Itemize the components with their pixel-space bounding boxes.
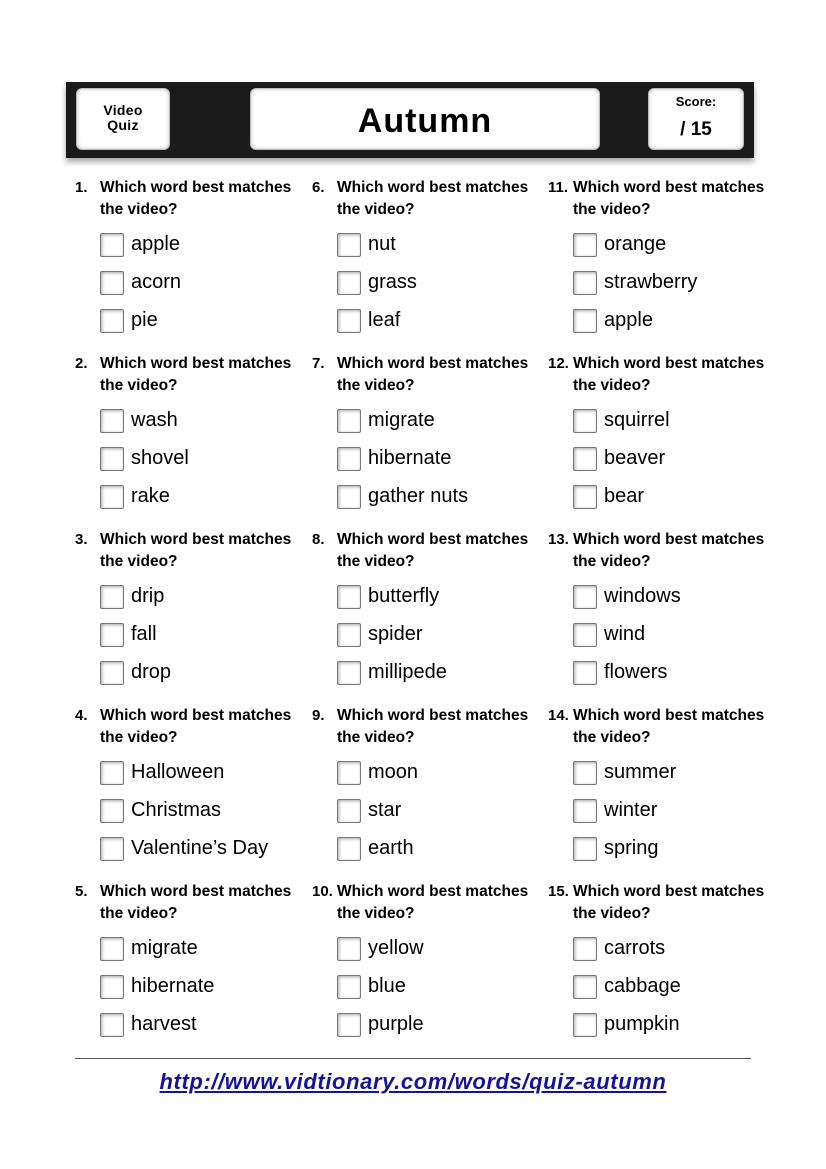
question-prompt: Which word best matches the video? (337, 883, 529, 922)
video-quiz-badge (76, 88, 170, 150)
answer-checkbox[interactable] (573, 799, 597, 823)
answer-checkbox[interactable] (573, 837, 597, 861)
answer-checkbox[interactable] (100, 623, 124, 647)
answer-label: fall (131, 623, 157, 645)
question-15 (548, 881, 778, 1051)
question-number: 6. (312, 179, 325, 196)
answer-checkbox[interactable] (337, 485, 361, 509)
answer-label: Halloween (131, 761, 225, 783)
answer-label: cabbage (604, 975, 681, 997)
question-8 (312, 529, 542, 699)
question-number: 9. (312, 707, 325, 724)
video-quiz-line1: Video (103, 102, 143, 118)
answer-label: grass (368, 271, 417, 293)
question-prompt: Which word best matches the video? (573, 355, 765, 394)
answer-label: pumpkin (604, 1013, 680, 1035)
answer-label: star (368, 799, 402, 821)
answer-checkbox[interactable] (100, 661, 124, 685)
answer-checkbox[interactable] (337, 937, 361, 961)
question-prompt: Which word best matches the video? (100, 707, 292, 746)
answer-checkbox[interactable] (337, 585, 361, 609)
question-number: 2. (75, 355, 88, 372)
answer-label: apple (131, 233, 180, 255)
answer-label: purple (368, 1013, 424, 1035)
question-prompt: Which word best matches the video? (100, 355, 292, 394)
question-prompt: Which word best matches the video? (337, 531, 529, 570)
header-banner (66, 82, 754, 158)
question-number: 7. (312, 355, 325, 372)
question-number: 11. (548, 179, 569, 196)
answer-label: spring (604, 837, 659, 859)
footer-divider (75, 1058, 751, 1059)
answer-checkbox[interactable] (337, 837, 361, 861)
answer-label: Christmas (131, 799, 222, 821)
score-box (648, 88, 744, 150)
question-number: 3. (75, 531, 88, 548)
answer-label: Valentine’s Day (131, 837, 269, 859)
question-number: 1. (75, 179, 88, 196)
answer-checkbox[interactable] (337, 1013, 361, 1037)
answer-checkbox[interactable] (573, 1013, 597, 1037)
question-number: 14. (548, 707, 569, 724)
question-14 (548, 705, 778, 875)
answer-checkbox[interactable] (100, 409, 124, 433)
answer-label: squirrel (604, 409, 670, 431)
question-9 (312, 705, 542, 875)
answer-label: wind (604, 623, 646, 645)
answer-label: millipede (368, 661, 447, 683)
question-5 (75, 881, 305, 1051)
answer-checkbox[interactable] (100, 761, 124, 785)
answer-checkbox[interactable] (100, 309, 124, 333)
answer-checkbox[interactable] (573, 623, 597, 647)
question-12 (548, 353, 778, 523)
answer-label: blue (368, 975, 406, 997)
answer-label: summer (604, 761, 677, 783)
answer-label: moon (368, 761, 419, 783)
question-1 (75, 177, 305, 347)
answer-checkbox[interactable] (100, 799, 124, 823)
answer-checkbox[interactable] (573, 233, 597, 257)
answer-label: gather nuts (368, 485, 469, 507)
footer-link[interactable]: http://www.vidtionary.com/words/quiz-autumn (159, 1069, 667, 1094)
question-prompt: Which word best matches the video? (337, 355, 529, 394)
answer-checkbox[interactable] (337, 271, 361, 295)
question-4 (75, 705, 305, 875)
question-prompt: Which word best matches the video? (573, 707, 765, 746)
question-prompt: Which word best matches the video? (337, 179, 529, 218)
video-quiz-line2: Quiz (107, 117, 139, 133)
answer-label: beaver (604, 447, 666, 469)
answer-label: leaf (368, 309, 401, 331)
answer-label: harvest (131, 1013, 197, 1035)
answer-label: acorn (131, 271, 182, 293)
score-total: / 15 (680, 119, 712, 140)
answer-label: bear (604, 485, 645, 507)
question-prompt: Which word best matches the video? (100, 531, 292, 570)
answer-checkbox[interactable] (573, 309, 597, 333)
answer-checkbox[interactable] (337, 799, 361, 823)
question-prompt: Which word best matches the video? (100, 883, 292, 922)
question-number: 15. (548, 883, 569, 900)
question-prompt: Which word best matches the video? (337, 707, 529, 746)
answer-checkbox[interactable] (100, 837, 124, 861)
answer-label: carrots (604, 937, 666, 959)
answer-checkbox[interactable] (100, 271, 124, 295)
answer-label: wash (131, 409, 178, 431)
answer-checkbox[interactable] (573, 975, 597, 999)
answer-label: drip (131, 585, 165, 607)
answer-label: drop (131, 661, 172, 683)
question-6 (312, 177, 542, 347)
answer-checkbox[interactable] (573, 447, 597, 471)
answer-checkbox[interactable] (337, 623, 361, 647)
answer-checkbox[interactable] (100, 485, 124, 509)
question-number: 8. (312, 531, 325, 548)
score-label: Score: (675, 94, 717, 109)
question-number: 12. (548, 355, 569, 372)
answer-checkbox[interactable] (337, 975, 361, 999)
answer-checkbox[interactable] (573, 661, 597, 685)
question-13 (548, 529, 778, 699)
video-quiz-label (77, 103, 169, 133)
answer-label: migrate (131, 937, 198, 959)
question-prompt: Which word best matches the video? (100, 179, 292, 218)
answer-label: earth (368, 837, 414, 859)
page-title: Autumn (357, 102, 493, 140)
question-number: 10. (312, 883, 333, 900)
answer-checkbox[interactable] (337, 309, 361, 333)
question-10 (312, 881, 542, 1051)
answer-label: orange (604, 233, 667, 255)
answer-checkbox[interactable] (337, 409, 361, 433)
answer-label: rake (131, 485, 170, 507)
answer-checkbox[interactable] (337, 447, 361, 471)
answer-label: shovel (131, 447, 189, 469)
answer-checkbox[interactable] (337, 661, 361, 685)
answer-label: windows (604, 585, 681, 607)
answer-label: butterfly (368, 585, 440, 607)
answer-label: pie (131, 309, 158, 331)
answer-label: migrate (368, 409, 435, 431)
answer-checkbox[interactable] (100, 975, 124, 999)
question-11 (548, 177, 778, 347)
question-prompt: Which word best matches the video? (573, 531, 765, 570)
answer-checkbox[interactable] (573, 485, 597, 509)
answer-checkbox[interactable] (573, 409, 597, 433)
question-prompt: Which word best matches the video? (573, 179, 765, 218)
answer-label: nut (368, 233, 396, 255)
answer-label: winter (604, 799, 658, 821)
answer-label: spider (368, 623, 423, 645)
question-number: 5. (75, 883, 88, 900)
answer-checkbox[interactable] (100, 233, 124, 257)
answer-label: hibernate (368, 447, 452, 469)
answer-label: hibernate (131, 975, 215, 997)
answer-checkbox[interactable] (100, 937, 124, 961)
question-number: 4. (75, 707, 88, 724)
question-3 (75, 529, 305, 699)
answer-checkbox[interactable] (573, 585, 597, 609)
answer-checkbox[interactable] (100, 585, 124, 609)
answer-label: flowers (604, 661, 668, 683)
title-box (250, 88, 600, 150)
answer-label: apple (604, 309, 653, 331)
question-prompt: Which word best matches the video? (573, 883, 765, 922)
answer-checkbox[interactable] (337, 233, 361, 257)
question-number: 13. (548, 531, 569, 548)
answer-label: strawberry (604, 271, 698, 293)
answer-checkbox[interactable] (100, 1013, 124, 1037)
answer-label: yellow (368, 937, 424, 959)
answer-checkbox[interactable] (100, 447, 124, 471)
answer-checkbox[interactable] (573, 761, 597, 785)
answer-checkbox[interactable] (573, 271, 597, 295)
question-7 (312, 353, 542, 523)
answer-checkbox[interactable] (337, 761, 361, 785)
answer-checkbox[interactable] (573, 937, 597, 961)
question-2 (75, 353, 305, 523)
